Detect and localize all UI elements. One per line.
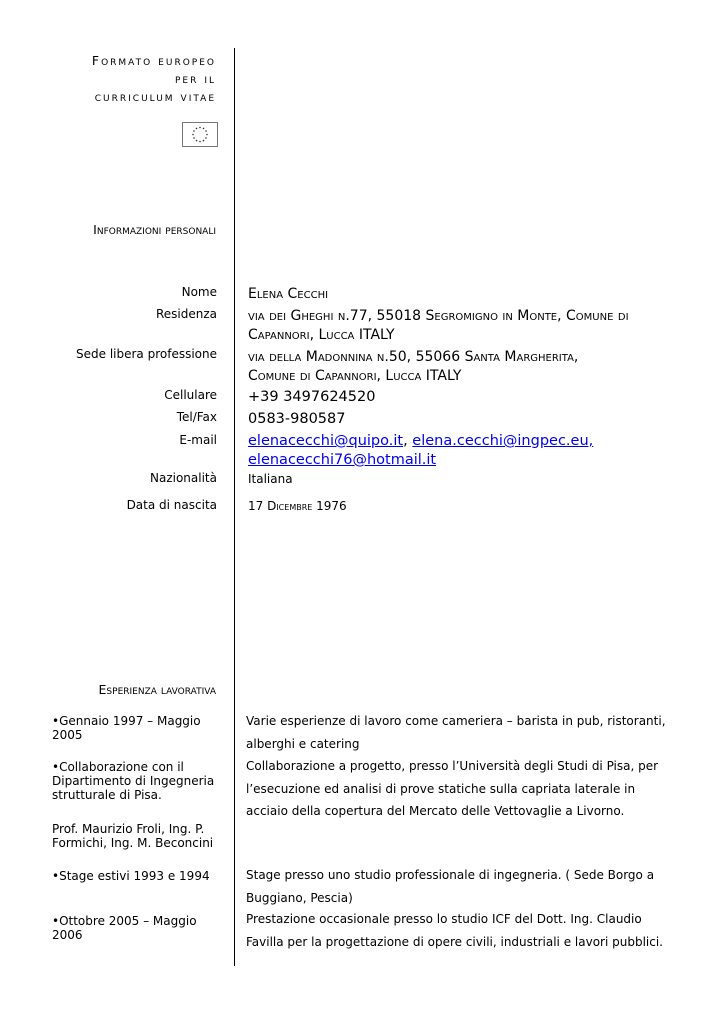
value-nome: Elena Cecchi <box>248 286 329 302</box>
email-link-quipo[interactable]: elenacecchi@quipo.it <box>248 433 404 449</box>
experience-period: •Collaborazione con il Dipartimento di Ingegneria strutturale di Pisa. <box>52 760 215 802</box>
experience-period-extra: Prof. Maurizio Froli, Ing. P. Formichi, Ing. M. Beconcini <box>52 822 214 850</box>
value-nascita: 17 Dicembre 1976 <box>248 499 347 513</box>
experience-description: Prestazione occasionale presso lo studio ICF del Dott. Ing. Claudio Favilla per la progettazione di opere civili, industriali e lavori pubblici. <box>246 912 663 949</box>
label-email: E-mail <box>179 433 217 447</box>
experience-period: •Stage estivi 1993 e 1994 <box>52 869 210 883</box>
label-sede: Sede libera professione <box>76 347 217 361</box>
label-cellulare: Cellulare <box>164 388 217 402</box>
value-nazionalita: Italiana <box>248 472 293 486</box>
label-nascita: Data di nascita <box>126 498 217 512</box>
label-nazionalita: Nazionalità <box>150 471 217 485</box>
section-title-experience: Esperienza lavorativa <box>98 682 216 697</box>
section-title-personal: Informazioni personali <box>93 222 216 237</box>
email-link-ingpec[interactable]: elena.cecchi@ingpec.eu, <box>412 433 594 449</box>
value-telfax: 0583-980587 <box>248 411 346 427</box>
header-title-line1: Formato europeo <box>91 53 216 68</box>
email-link-hotmail[interactable]: elenacecchi76@hotmail.it <box>248 452 437 468</box>
eu-flag-icon <box>182 122 218 147</box>
label-telfax: Tel/Fax <box>176 410 217 424</box>
experience-period: •Ottobre 2005 – Maggio 2006 <box>52 914 197 942</box>
value-cellulare: +39 3497624520 <box>248 389 376 405</box>
label-nome: Nome <box>181 285 217 299</box>
header-title-line2: per il <box>174 71 216 86</box>
value-email-line1 <box>248 431 688 451</box>
experience-description: Stage presso uno studio professionale di ingegneria. ( Sede Borgo a Buggiano, Pescia) <box>246 868 655 905</box>
label-residenza: Residenza <box>155 307 217 321</box>
value-residenza-line1: via dei Gheghi n.77, 55018 Segromigno in Monte, Comune di <box>248 308 629 324</box>
vertical-divider <box>234 48 235 966</box>
value-sede-line1: via della Madonnina n.50, 55066 Santa Margherita, <box>248 349 579 365</box>
value-sede-line2: Comune di Capannori, Lucca ITALY <box>248 368 462 384</box>
header-title-line3: curriculum vitae <box>94 89 216 104</box>
email-separator: , <box>403 433 413 449</box>
experience-description: Collaborazione a progetto, presso l’Università degli Studi di Pisa, per l’esecuzione ed analisi di prove statiche sulla capriata laterale in acciaio della copertura del Mercato delle Vettovaglie a Livorno. <box>246 759 659 818</box>
experience-period: •Gennaio 1997 – Maggio 2005 <box>52 714 201 742</box>
value-email-line2 <box>248 450 688 470</box>
experience-description: Varie esperienze di lavoro come cameriera – barista in pub, ristoranti, alberghi e catering <box>246 714 666 751</box>
value-residenza-line2: Capannori, Lucca ITALY <box>248 327 395 343</box>
